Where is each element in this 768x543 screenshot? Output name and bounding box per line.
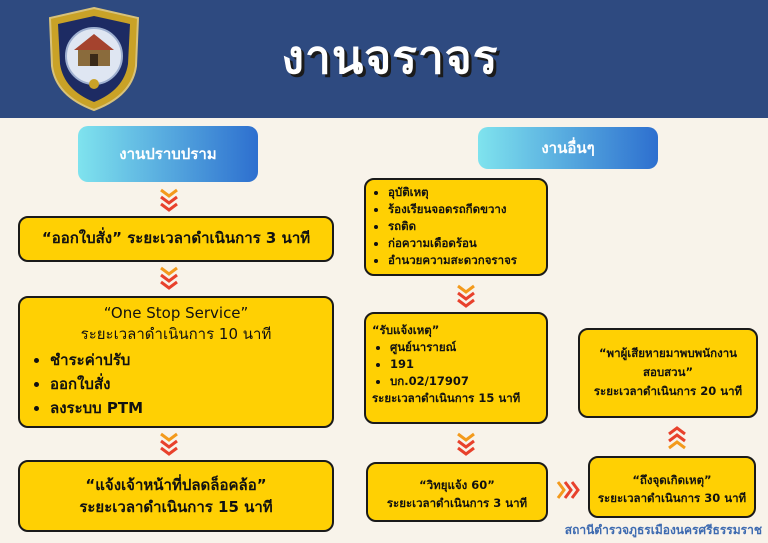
chevron-down-icon [158,432,180,456]
issue-ticket-text: “ออกใบสั่ง” ระยะเวลาดำเนินการ 3 นาที [41,229,311,247]
footer-station-name: สถานีตำรวจภูธรเมืองนครศรีธรรมราช [564,523,762,537]
list-item: • บก.02/17907 [390,373,540,390]
incident-types-box [364,178,548,276]
radio-report-duration: ระยะเวลาดำเนินการ 3 นาที [386,496,528,510]
list-item: • ออกใบสั่ง [50,372,322,396]
arrive-scene-duration: ระยะเวลาดำเนินการ 30 นาที [597,491,747,505]
report-incident-box [364,312,548,424]
one-stop-service-box [18,296,334,428]
list-item: • ชำระค่าปรับ [50,348,322,372]
chevron-down-icon [158,188,180,212]
radio-report-title: “วิทยุแจ้ง 60” [419,478,495,492]
one-stop-duration: ระยะเวลาดำเนินการ 10 นาที [80,325,272,343]
left-column-header-label: งานปราบปราม [119,145,217,163]
chevron-up-icon [666,426,688,450]
list-item: • อุบัติเหตุ [388,184,540,201]
chevron-right-icon [556,479,580,501]
incident-types-list [372,184,540,269]
chevron-down-icon [455,284,477,308]
unlock-wheel-title: “แจ้งเจ้าหน้าที่ปลดล็อคล้อ” [85,476,267,494]
list-item: • รถติด [388,218,540,235]
chevron-down-icon [455,432,477,456]
chevron-down-icon [158,266,180,290]
one-stop-list [30,348,322,420]
unlock-wheel-box [18,460,334,532]
left-column-header [78,126,258,182]
victim-meet-investigator-box [578,328,758,418]
arrive-scene-title: “ถึงจุดเกิดเหตุ” [632,473,712,487]
report-incident-list [372,339,540,390]
arrive-scene-box [588,456,756,518]
list-item: • 191 [390,356,540,373]
victim-meet-line2: สอบสวน” [642,365,694,379]
right-column-header-label: งานอื่นๆ [541,139,595,157]
report-incident-title: “รับแจ้งเหตุ” [372,323,440,337]
radio-report-box [366,462,548,522]
list-item: • ศูนย์นารายณ์ [390,339,540,356]
victim-meet-line1: “พาผู้เสียหายมาพบพนักงาน [598,346,738,360]
one-stop-title: “One Stop Service” [103,304,249,322]
list-item: • ก่อความเดือดร้อน [388,235,540,252]
unlock-wheel-duration: ระยะเวลาดำเนินการ 15 นาที [79,498,273,516]
issue-ticket-box [18,216,334,262]
report-incident-duration: ระยะเวลาดำเนินการ 15 นาที [372,391,521,405]
page-title: งานจราจร [281,30,499,84]
right-column-header [478,127,658,169]
list-item: • อำนวยความสะดวกจราจร [388,252,540,269]
list-item: • ร้องเรียนจอดรถกีดขวาง [388,201,540,218]
header-banner [0,0,768,118]
police-emblem-logo [44,4,144,114]
victim-meet-duration: ระยะเวลาดำเนินการ 20 นาที [593,384,743,398]
list-item: • ลงระบบ PTM [50,396,322,420]
